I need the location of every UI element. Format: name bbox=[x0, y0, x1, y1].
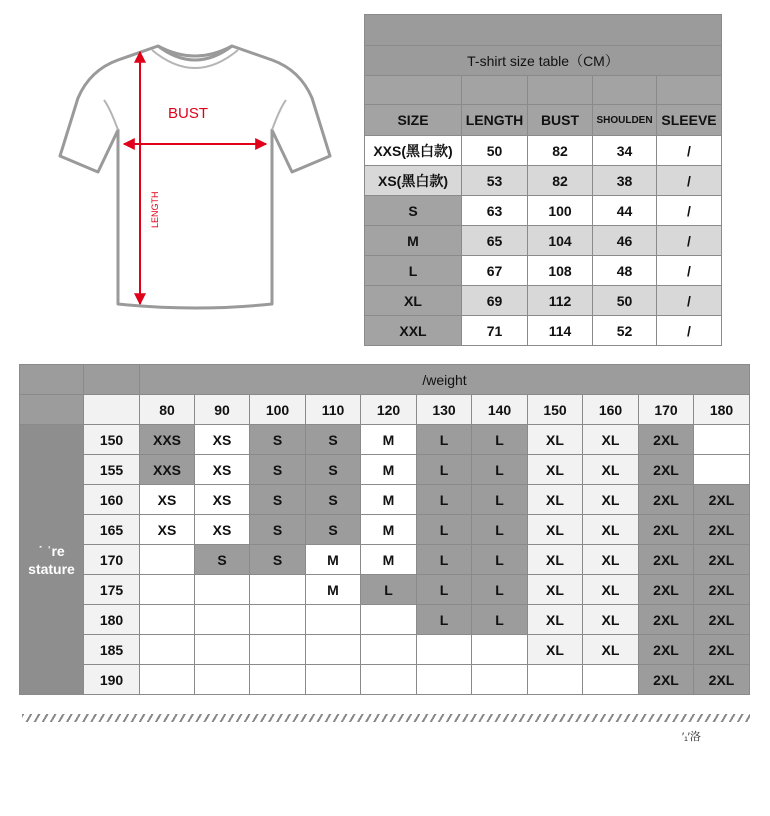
length-label: LENGTH bbox=[150, 191, 160, 228]
size-cell bbox=[195, 575, 250, 605]
weight-header-cell: 100 bbox=[250, 395, 306, 425]
height-cell: 155 bbox=[84, 455, 140, 485]
size-cell bbox=[472, 635, 528, 665]
weight-header-cell: 80 bbox=[140, 395, 195, 425]
height-cell: 180 bbox=[84, 605, 140, 635]
size-cell: L bbox=[417, 515, 472, 545]
size-cell: XL bbox=[528, 425, 583, 455]
size-cell: XL bbox=[528, 545, 583, 575]
table-row bbox=[20, 635, 750, 665]
table-row: XXL 71 114 52 / bbox=[365, 316, 722, 346]
size-cell: 2XL bbox=[694, 635, 750, 665]
size-cell: XS bbox=[195, 455, 250, 485]
size-cell: L bbox=[472, 575, 528, 605]
size-cell: L bbox=[472, 485, 528, 515]
size-cell bbox=[472, 665, 528, 695]
size-cell: S bbox=[195, 545, 250, 575]
size-cell: L bbox=[472, 515, 528, 545]
table-row bbox=[20, 545, 750, 575]
footer-hatch-divider bbox=[22, 714, 750, 722]
size-cell bbox=[250, 605, 306, 635]
size-cell: L bbox=[417, 605, 472, 635]
size-cell bbox=[140, 575, 195, 605]
header-sleeve: SLEEVE bbox=[657, 105, 722, 136]
table-row: XXS(黑白款) 50 82 34 / bbox=[365, 136, 722, 166]
header-shoulder: SHOULDEN bbox=[593, 105, 657, 136]
size-cell: S bbox=[306, 515, 361, 545]
size-cell: XL bbox=[528, 485, 583, 515]
size-cell: L bbox=[472, 605, 528, 635]
table-row bbox=[20, 605, 750, 635]
size-cell bbox=[250, 665, 306, 695]
size-cell: XL bbox=[528, 575, 583, 605]
size-cell: XS bbox=[195, 485, 250, 515]
size-cell bbox=[583, 665, 639, 695]
weight-label: /weight bbox=[140, 365, 750, 395]
size-cell: M bbox=[361, 455, 417, 485]
size-cell bbox=[195, 605, 250, 635]
size-cell: 2XL bbox=[639, 575, 694, 605]
size-cell: L bbox=[472, 545, 528, 575]
bust-label: BUST bbox=[168, 105, 209, 122]
footer-note: ′₁′洛 bbox=[682, 731, 701, 743]
size-table-header bbox=[365, 105, 722, 136]
size-cell: S bbox=[306, 455, 361, 485]
height-cell: 165 bbox=[84, 515, 140, 545]
weight-header-cell: 130 bbox=[417, 395, 472, 425]
stature-label: stature bbox=[28, 560, 75, 577]
size-cell: XL bbox=[583, 635, 639, 665]
size-cell: L bbox=[417, 485, 472, 515]
table-row bbox=[20, 455, 750, 485]
fit-chart bbox=[19, 364, 750, 695]
size-cell bbox=[140, 605, 195, 635]
size-cell bbox=[250, 635, 306, 665]
header-size: SIZE bbox=[365, 105, 462, 136]
size-cell: XL bbox=[583, 455, 639, 485]
weight-header-cell: 120 bbox=[361, 395, 417, 425]
size-cell: L bbox=[472, 425, 528, 455]
size-cell bbox=[140, 545, 195, 575]
size-cell: S bbox=[250, 425, 306, 455]
size-cell: XL bbox=[528, 455, 583, 485]
weight-header-cell: 110 bbox=[306, 395, 361, 425]
size-cell: 2XL bbox=[639, 455, 694, 485]
height-cell: 175 bbox=[84, 575, 140, 605]
size-cell: XL bbox=[583, 515, 639, 545]
size-cell: XS bbox=[195, 515, 250, 545]
size-cell: XL bbox=[583, 575, 639, 605]
size-cell: 2XL bbox=[694, 515, 750, 545]
size-cell: 2XL bbox=[639, 485, 694, 515]
size-cell: XXS bbox=[140, 425, 195, 455]
size-cell: XXS bbox=[140, 455, 195, 485]
table-row: XS(黑白款) 53 82 38 / bbox=[365, 166, 722, 196]
size-cell: 2XL bbox=[639, 635, 694, 665]
size-cell: L bbox=[417, 455, 472, 485]
size-cell: S bbox=[250, 455, 306, 485]
height-cell: 160 bbox=[84, 485, 140, 515]
size-cell: XL bbox=[583, 605, 639, 635]
size-cell: XL bbox=[528, 605, 583, 635]
table-row bbox=[20, 485, 750, 515]
table-row bbox=[20, 665, 750, 695]
height-cell: 185 bbox=[84, 635, 140, 665]
size-cell: 2XL bbox=[639, 425, 694, 455]
size-cell: 2XL bbox=[639, 545, 694, 575]
weight-header-cell: 170 bbox=[639, 395, 694, 425]
size-cell bbox=[306, 605, 361, 635]
size-cell: 2XL bbox=[639, 515, 694, 545]
size-table-title: T-shirt size table（CM） bbox=[365, 46, 722, 76]
table-row: XL 69 112 50 / bbox=[365, 286, 722, 316]
size-table bbox=[364, 14, 722, 346]
stature-label-top: ˙ ˈre bbox=[38, 542, 65, 559]
size-cell: 2XL bbox=[694, 485, 750, 515]
table-row: L 67 108 48 / bbox=[365, 256, 722, 286]
size-cell: XS bbox=[140, 485, 195, 515]
weight-header-cell: 150 bbox=[528, 395, 583, 425]
size-cell bbox=[140, 635, 195, 665]
weight-header-cell: 160 bbox=[583, 395, 639, 425]
size-cell bbox=[195, 665, 250, 695]
size-cell: 2XL bbox=[639, 665, 694, 695]
size-cell: 2XL bbox=[694, 575, 750, 605]
size-cell: S bbox=[250, 545, 306, 575]
size-cell: M bbox=[306, 545, 361, 575]
size-cell bbox=[361, 635, 417, 665]
height-cell: 150 bbox=[84, 425, 140, 455]
size-cell bbox=[306, 665, 361, 695]
size-cell: L bbox=[361, 575, 417, 605]
size-cell bbox=[417, 635, 472, 665]
size-cell: S bbox=[250, 485, 306, 515]
size-cell: M bbox=[361, 425, 417, 455]
size-cell: M bbox=[361, 485, 417, 515]
size-cell: XS bbox=[140, 515, 195, 545]
size-cell: XL bbox=[583, 425, 639, 455]
height-cell: 190 bbox=[84, 665, 140, 695]
header-length: LENGTH bbox=[462, 105, 528, 136]
size-cell: 2XL bbox=[639, 605, 694, 635]
size-cell: 2XL bbox=[694, 545, 750, 575]
table-row bbox=[20, 425, 750, 455]
weight-header-row bbox=[20, 395, 750, 425]
size-cell: XL bbox=[528, 515, 583, 545]
size-cell: XL bbox=[583, 545, 639, 575]
stature-label-cell bbox=[20, 425, 84, 695]
size-cell: L bbox=[417, 575, 472, 605]
size-cell: M bbox=[361, 515, 417, 545]
size-cell bbox=[306, 635, 361, 665]
size-cell bbox=[250, 575, 306, 605]
tshirt-diagram bbox=[40, 38, 340, 318]
table-row: S 63 100 44 / bbox=[365, 196, 722, 226]
size-cell bbox=[361, 605, 417, 635]
size-cell: M bbox=[361, 545, 417, 575]
size-cell: L bbox=[417, 545, 472, 575]
size-cell: L bbox=[472, 455, 528, 485]
weight-header-cell: 140 bbox=[472, 395, 528, 425]
size-cell: XL bbox=[528, 635, 583, 665]
size-cell: S bbox=[306, 425, 361, 455]
table-row bbox=[20, 515, 750, 545]
weight-header-cell: 180 bbox=[694, 395, 750, 425]
table-row: M 65 104 46 / bbox=[365, 226, 722, 256]
size-cell: XL bbox=[583, 485, 639, 515]
header-bust: BUST bbox=[528, 105, 593, 136]
size-cell: L bbox=[417, 425, 472, 455]
size-cell bbox=[694, 455, 750, 485]
size-table-top-band bbox=[365, 15, 722, 46]
size-cell: 2XL bbox=[694, 605, 750, 635]
size-cell: 2XL bbox=[694, 665, 750, 695]
size-cell bbox=[528, 665, 583, 695]
size-cell: M bbox=[306, 575, 361, 605]
size-cell bbox=[140, 665, 195, 695]
weight-header-cell: 90 bbox=[195, 395, 250, 425]
tshirt-outline-icon bbox=[60, 46, 330, 308]
size-cell bbox=[694, 425, 750, 455]
height-cell: 170 bbox=[84, 545, 140, 575]
size-cell: XS bbox=[195, 425, 250, 455]
size-cell: S bbox=[306, 485, 361, 515]
size-cell bbox=[195, 635, 250, 665]
size-cell bbox=[361, 665, 417, 695]
size-cell: S bbox=[250, 515, 306, 545]
size-cell bbox=[417, 665, 472, 695]
table-row bbox=[20, 575, 750, 605]
